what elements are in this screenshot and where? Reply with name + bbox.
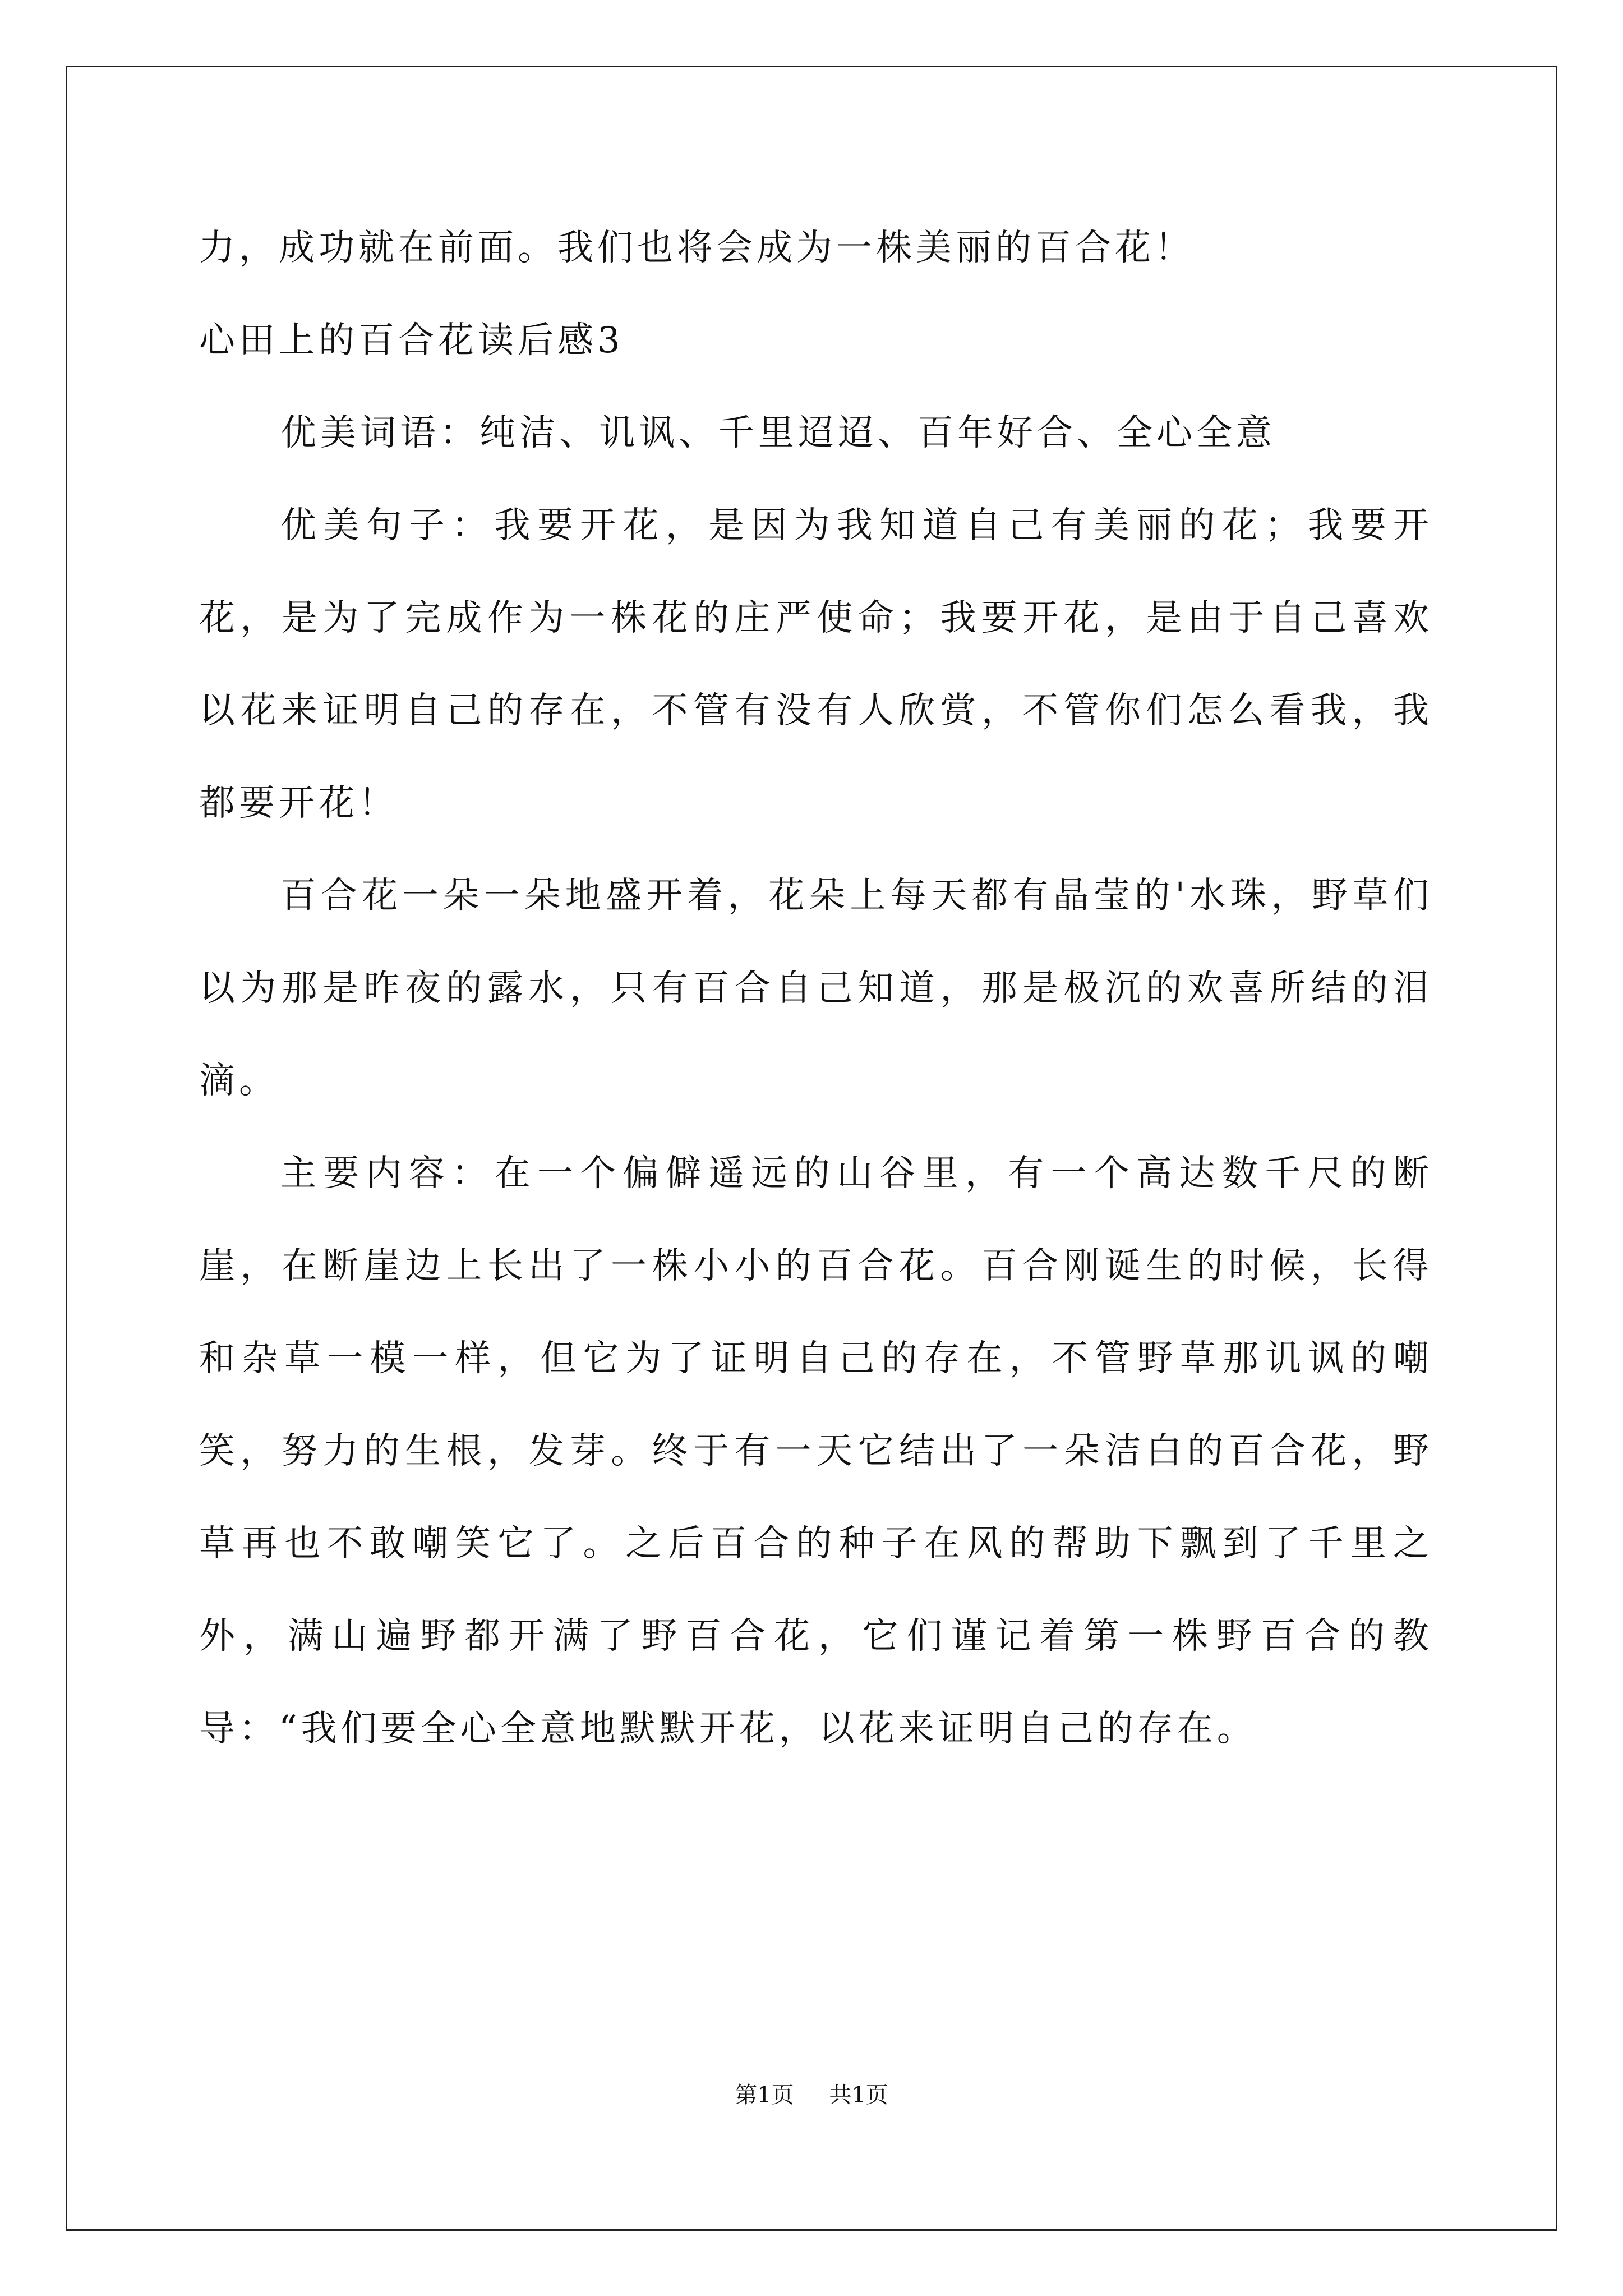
paragraph-sentences: 优美句子：我要开花，是因为我知道自己有美丽的花；我要开花，是为了完成作为一株花的庄严使命；我要开花，是由于自己喜欢以花来证明自己的存在，不管有没有人欣赏，不管你们怎么看我，我都要开花！ (199, 505, 1433, 824)
continuation-line: 力，成功就在前面。我们也将会成为一株美丽的百合花！ (199, 227, 1195, 269)
section-heading: 心田上的百合花读后感3 (199, 320, 624, 361)
page-number: 第1页 (735, 2082, 794, 2108)
paragraph-dewdrops: 百合花一朵一朵地盛开着，花朵上每天都有晶莹的'水珠，野草们以为那是昨夜的露水，只有百合自己知道，那是极沉的欢喜所结的泪滴。 (199, 875, 1433, 1102)
page-footer (0, 2078, 1623, 2112)
document-body (199, 202, 1433, 1775)
paragraph-vocabulary: 优美词语：纯洁、讥讽、千里迢迢、百年好合、全心全意 (280, 412, 1276, 454)
paragraph-summary: 主要内容：在一个偏僻遥远的山谷里，有一个高达数千尺的断崖，在断崖边上长出了一株小小的百合花。百合刚诞生的时候，长得和杂草一模一样，但它为了证明自己的存在，不管野草那讥讽的嘲笑，努力的生根，发芽。终于有一天它结出了一朵洁白的百合花，野草再也不敢嘲笑它了。之后百合的种子在风的帮助下飘到了千里之外，满山遍野都开满了野百合花，它们谨记着第一株野百合的教导：“我们要全心全意地默默开花，以花来证明自己的存在。 (199, 1153, 1433, 1750)
page-total: 共1页 (829, 2082, 888, 2108)
